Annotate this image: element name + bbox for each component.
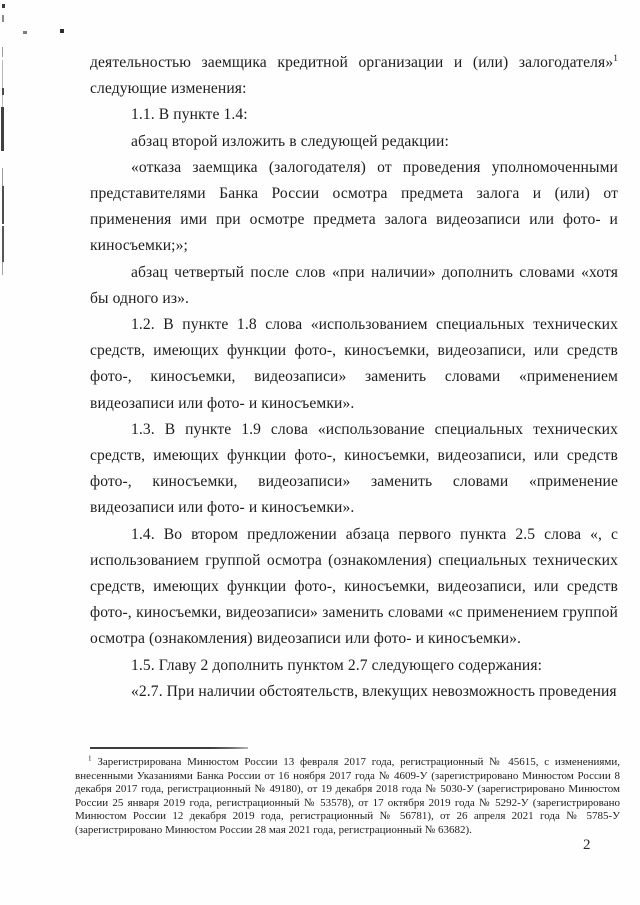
scan-artifact <box>2 262 3 275</box>
body-paragraph <box>90 260 618 312</box>
text-run: 1.2. В пункте 1.8 слова «использованием специальных технических средств, имеющих функции фото-, киносъемки, видеозаписи, или средств фото-, киносъемки, видеозаписи» заменить словами «применением видеозаписи или фото- и киносъемки». <box>90 316 618 412</box>
body-paragraph <box>90 417 618 522</box>
scan-artifact <box>2 4 5 8</box>
scan-artifact <box>2 60 3 107</box>
scan-artifact <box>2 226 4 262</box>
text-run: «отказа заемщика (залогодателя) от проведения уполномоченными представителями Банка России осмотра предмета залога и (или) от применения ими при осмотре предмета залога видеозаписи или фото- и киносъемки;»; <box>90 158 618 255</box>
page-number: 2 <box>583 837 591 853</box>
text-run: абзац второй изложить в следующей редакции: <box>131 132 449 150</box>
footnote-text: Зарегистрирована Минюстом России 13 февраля 2017 года, регистрационный № 45615, с изменениями, внесенными Указаниями Банка России от 16 ноября 2017 года № 4609-У (зарегистрировано Минюстом России 8 декабря 2017 года, регистрационный № 49180), от 19 декабря 2018 года № 5030-У (зарегистрировано Минюстом России 25 января 2019 года, регистрационный № 53578), от 17 октября 2019 года № 5292-У (зарегистрировано Минюстом России 12 декабря 2019 года, регистрационный № 56781), от 26 апреля 2021 года № 5785-У (зарегистрировано Минюстом России 28 мая 2021 года, регистрационный № 63682). <box>75 756 621 836</box>
scan-artifact <box>60 29 64 33</box>
body-paragraph <box>90 102 618 128</box>
scan-artifact <box>2 88 4 95</box>
document-body <box>90 50 618 705</box>
text-run: 1.3. В пункте 1.9 слова «использование специальных технических средств, имеющих функции фото-, киносъемки, видеозаписи, или средств фото-, киносъемки, видеозаписи» заменить словами «применение видеозаписи или фото- и киносъемки». <box>90 420 618 517</box>
footnote <box>75 756 620 838</box>
text-run: «2.7. При наличии обстоятельств, влекущих невозможность проведения <box>131 682 617 700</box>
body-paragraph <box>90 522 618 653</box>
scan-artifact <box>2 168 3 186</box>
text-run: деятельностью заемщика кредитной организации и (или) залогодателя» <box>90 54 614 71</box>
text-run: следующие изменения: <box>90 80 247 98</box>
scan-artifact <box>1 107 4 151</box>
body-paragraph <box>90 679 618 705</box>
body-paragraph <box>90 155 618 260</box>
body-paragraph <box>90 312 618 417</box>
body-paragraph <box>90 129 618 155</box>
text-run: 1.1. В пункте 1.4: <box>131 106 248 124</box>
scan-artifact <box>23 31 27 34</box>
scan-artifact <box>2 15 4 22</box>
scan-artifact <box>2 186 4 224</box>
footnote-separator <box>90 747 248 749</box>
text-run: 1.5. Главу 2 дополнить пунктом 2.7 следующего содержания: <box>131 656 543 674</box>
text-run: 1.4. Во втором предложении абзаца первого пункта 2.5 слова «, с использованием группой осмотра (ознакомления) специальных технических средств, имеющих функции фото-, киносъемки, видеозаписи, или средств фото-, киносъемки, видеозаписи» заменить словами «с применением группой осмотра (ознакомления) видеозаписи или фото- и киносъемки». <box>90 525 618 648</box>
text-run: абзац четвертый после слов «при наличии» дополнить словами «хотя бы одного из». <box>90 263 618 307</box>
footnote-reference: 1 <box>613 53 618 64</box>
body-paragraph <box>90 50 618 102</box>
footnote-paragraph <box>75 756 620 838</box>
footnote-marker: 1 <box>88 754 92 763</box>
body-paragraph <box>90 653 618 679</box>
scan-artifact <box>2 47 3 57</box>
